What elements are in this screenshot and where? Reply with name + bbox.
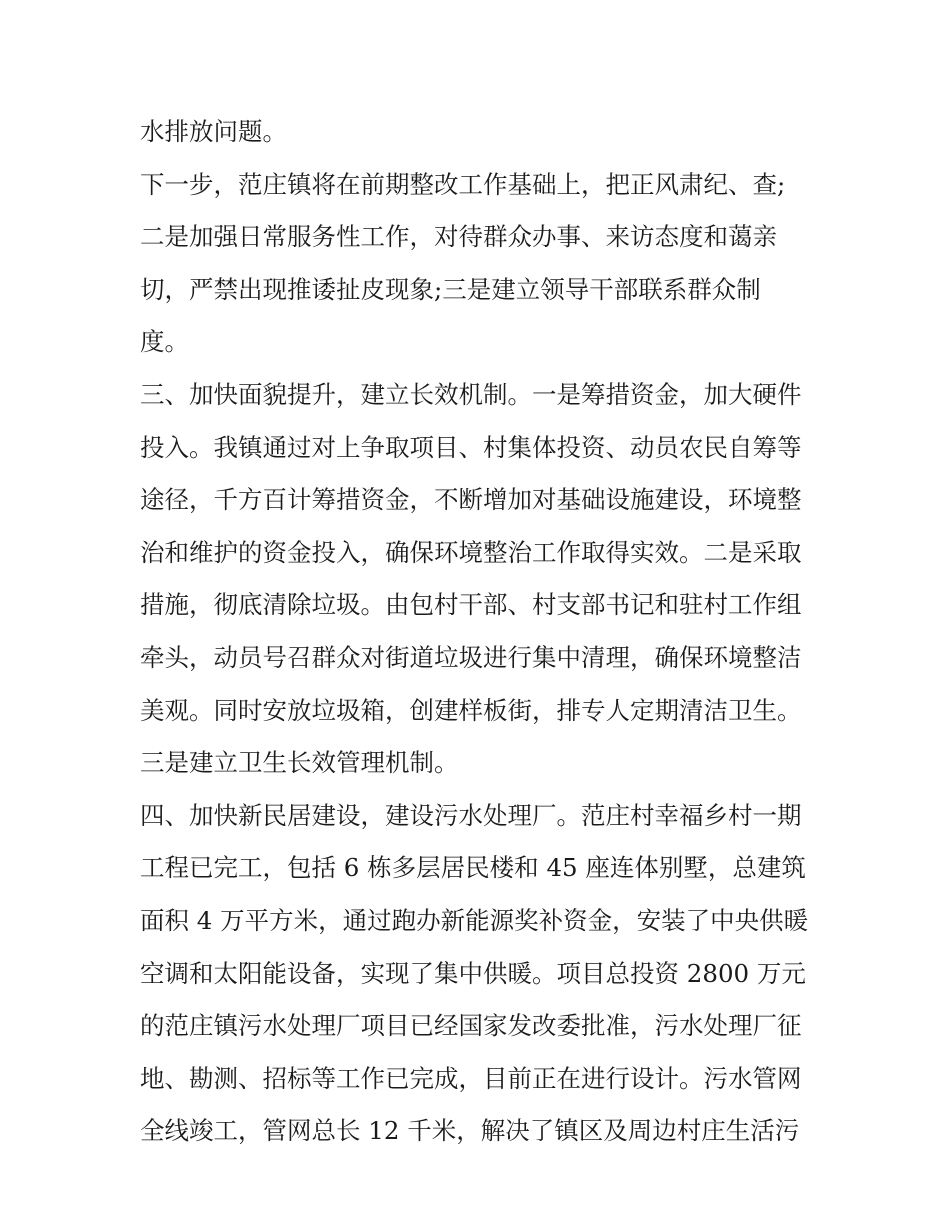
text-line: 空调和太阳能设备，实现了集中供暖。项目总投资 2800 万元	[140, 958, 806, 988]
text-line: 牵头，动员号召群众对街道垃圾进行集中清理，确保环境整洁	[140, 642, 802, 672]
text-line: 三是建立卫生长效管理机制。	[140, 748, 459, 778]
text-line: 地、勘测、招标等工作已完成，目前正在进行设计。污水管网	[140, 1063, 802, 1093]
text-line: 途径，千方百计筹措资金，不断增加对基础设施建设，环境整	[140, 485, 802, 515]
text-line: 美观。同时安放垃圾箱，创建样板街，排专人定期清洁卫生。	[140, 695, 802, 725]
text-line: 工程已完工，包括 6 栋多层居民楼和 45 座连体别墅，总建筑	[140, 853, 806, 883]
document-body	[140, 106, 820, 1158]
text-line: 水排放问题。	[140, 117, 287, 146]
text-line: 四、加快新民居建设，建设污水处理厂。范庄村幸福乡村一期	[140, 800, 802, 830]
text-line: 三、加快面貌提升，建立长效机制。一是筹措资金，加大硬件	[140, 379, 802, 409]
text-line: 度。	[140, 327, 189, 357]
text-line: 措施，彻底清除垃圾。由包村干部、村支部书记和驻村工作组	[140, 590, 802, 620]
text-line: 二是加强日常服务性工作，对待群众办事、来访态度和蔼亲	[140, 222, 777, 252]
text-line: 治和维护的资金投入，确保环境整治工作取得实效。二是采取	[140, 537, 802, 567]
text-line: 面积 4 万平方米，通过跑办新能源奖补资金，安装了中央供暖	[140, 905, 809, 935]
text-line: 下一步，范庄镇将在前期整改工作基础上，把正风肃纪、查;	[140, 169, 786, 199]
text-line: 投入。我镇通过对上争取项目、村集体投资、动员农民自筹等	[140, 432, 802, 462]
text-line: 切，严禁出现推诿扯皮现象;三是建立领导干部联系群众制	[140, 274, 761, 304]
text-line: 全线竣工，管网总长 12 千米，解决了镇区及周边村庄生活污	[140, 1116, 800, 1146]
text-line: 的范庄镇污水处理厂项目已经国家发改委批准，污水处理厂征	[140, 1011, 802, 1041]
